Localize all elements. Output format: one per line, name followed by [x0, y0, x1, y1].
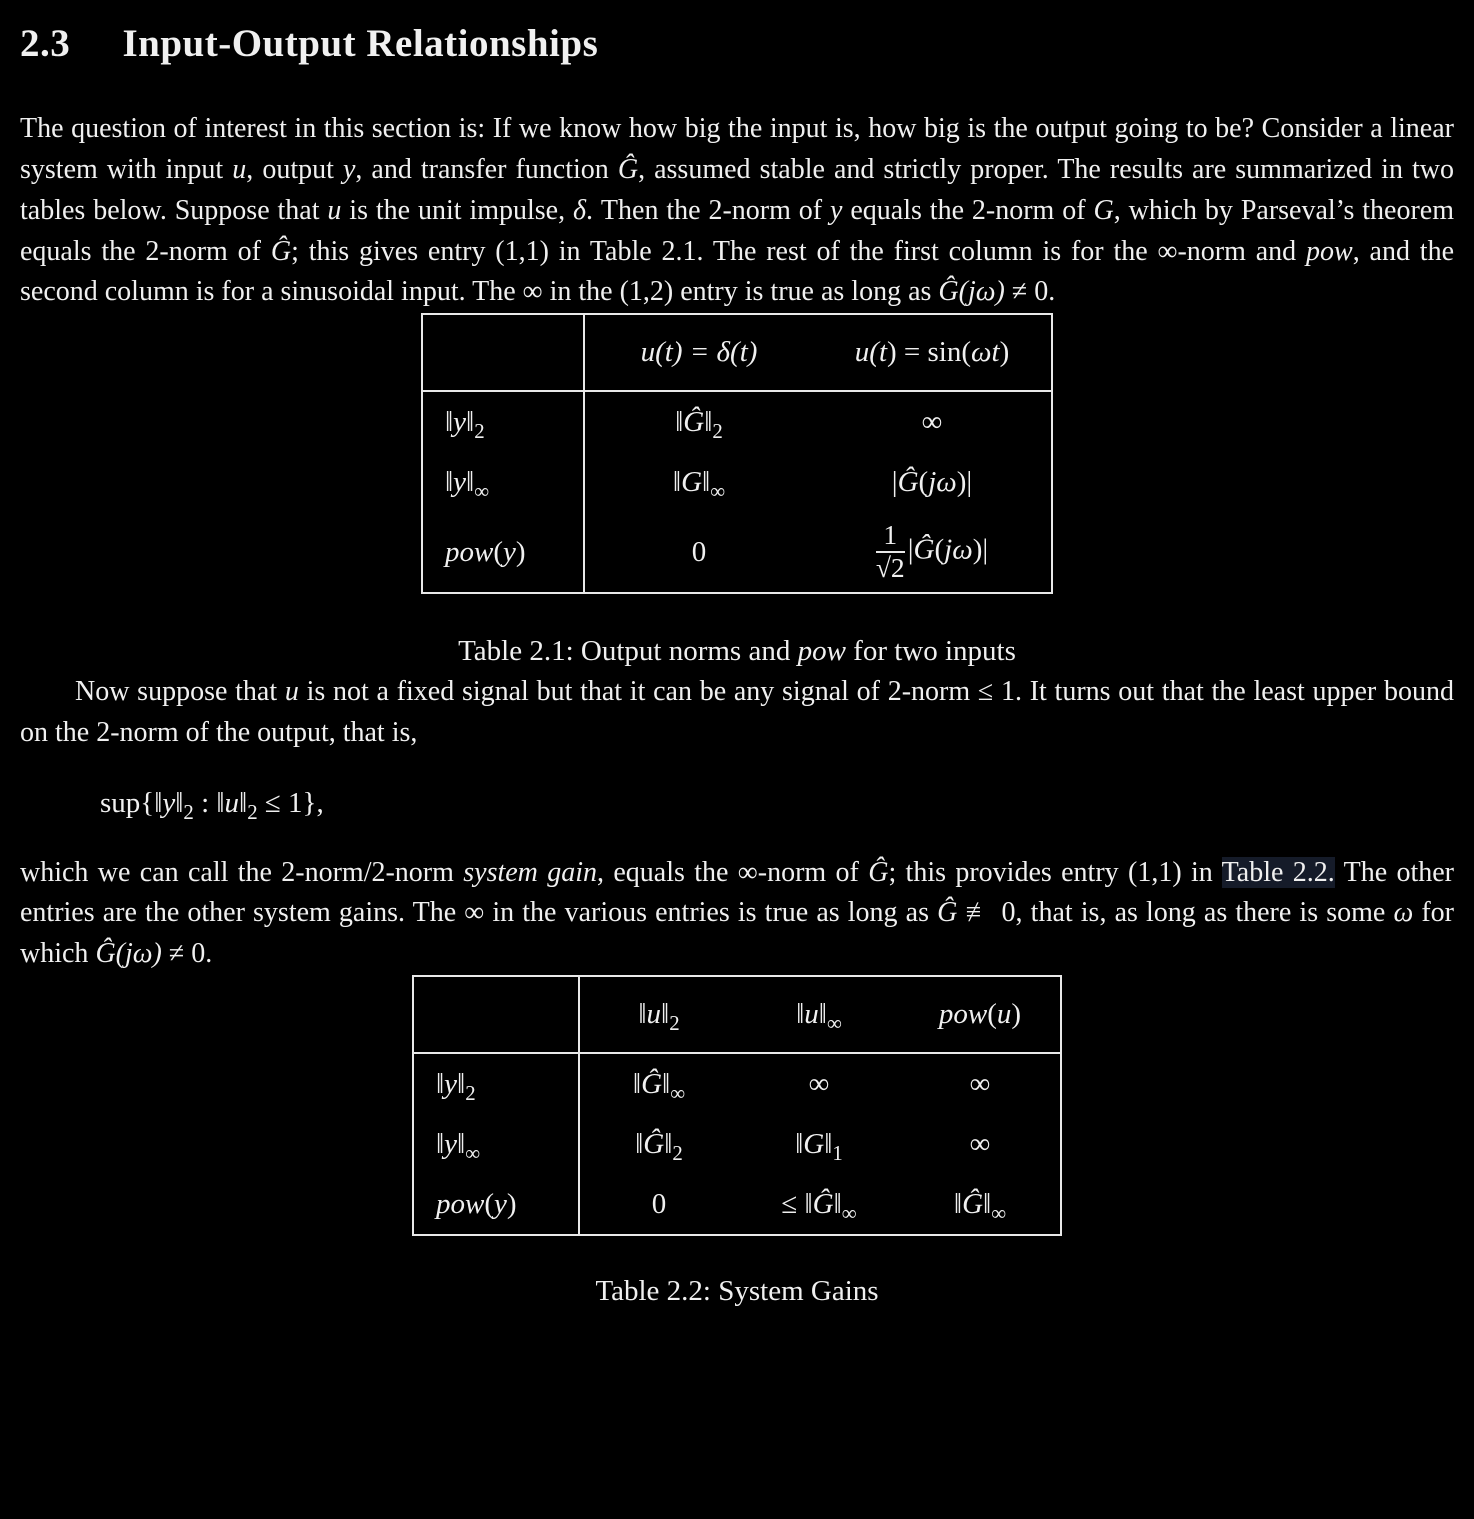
table-cell: $‖Ĝ‖_2$ — [635, 1127, 683, 1165]
section-title: Input-Output Relationships — [122, 22, 599, 65]
paragraph-intro: The question of interest in this section is: If we know how big the input is, how big is the output going to be? Consider a linear system with input u, output y, and transfer function Ĝ, assumed stable and strictly proper. The results are summarized in two tables below. Suppose that u is the unit impulse, δ. Then the 2-norm of y equals the 2-norm of G, which by Parseval’s theorem equals the 2-norm of Ĝ; this gives entry (1,1) in Table 2.1. The rest of the first column is for the ∞-norm and pow, and the second column is for a sinusoidal input. The ∞ in the (1,2) entry is true as long as Ĝ(jω) ≠ 0. — [20, 112, 1454, 308]
table-2-2-col-header-u-2norm: $‖u‖_2$ — [579, 976, 738, 1052]
table-cell: 0 — [691, 536, 707, 569]
table-2-1 — [421, 313, 1053, 594]
table-caption-2-1: Table 2.1: Output norms and pow for two inputs — [458, 635, 1016, 668]
table-2-2-col-header-u-infnorm: $‖u‖_\infty$ — [738, 976, 900, 1052]
table-caption-2-2: Table 2.2: System Gains — [595, 1275, 879, 1308]
row-label-pow-y: pow(y) — [422, 512, 584, 593]
row-label-y-2norm: $‖y‖_2$ — [413, 1053, 579, 1114]
table-cell: ∞ — [921, 405, 943, 438]
table-cell: $‖Ĝ‖_2$ — [675, 405, 723, 443]
row-label-y-2norm: $‖y‖_2$ — [422, 391, 584, 452]
table-2-1-col-header-impulse: u(t) = δ(t) — [584, 314, 813, 390]
row-label-y-infnorm: $‖y‖_\infty$ — [413, 1114, 579, 1174]
table-row — [422, 512, 1052, 593]
table-row — [413, 1114, 1061, 1174]
table-row — [413, 1053, 1061, 1114]
table-cell: $‖Ĝ‖_\infty$ — [632, 1067, 686, 1105]
table-cell: ∞ — [808, 1067, 830, 1100]
table-2-1-col-header-sinusoid: u(t) = sin(ωt) — [813, 314, 1052, 390]
section-number: 2.3 — [20, 22, 71, 65]
equation-sup-norm: $sup\{‖y‖_2$ : $‖u‖_2 \le 1$}, — [100, 787, 324, 825]
table-cell: $‖G‖_\infty$ — [672, 465, 726, 503]
table-row — [422, 391, 1052, 452]
table-2-1-header-row — [422, 314, 1052, 390]
paragraph-now-suppose: Now suppose that u is not a fixed signal but that it can be any signal of 2-norm ≤ 1. It turns out that the least upper bound on the 2-norm of the output, that is, — [20, 676, 1454, 749]
table-cell: ∞ — [969, 1067, 991, 1100]
table-cell: ∞ — [969, 1127, 991, 1160]
table-row — [422, 452, 1052, 512]
row-label-pow-y: pow(y) — [413, 1174, 579, 1235]
section-heading — [20, 16, 1454, 73]
table-cell: $‖Ĝ‖_\infty$ — [953, 1188, 1007, 1225]
table-cell: ≤ $‖Ĝ‖_\infty$ — [781, 1188, 857, 1225]
row-label-y-infnorm: $‖y‖_\infty$ — [422, 452, 584, 512]
table-2-2-col-header-pow-u: pow(u) — [900, 976, 1061, 1052]
table-2-1-corner-cell — [422, 314, 584, 390]
table-cell: |Ĝ(jω)| — [891, 465, 973, 498]
table-2-2-reference-link[interactable]: Table 2.2. — [1221, 856, 1335, 888]
table-cell: 0 — [651, 1188, 667, 1221]
table-2-2-header-row — [413, 976, 1061, 1052]
table-cell: $\frac{1}{√2}$ |Ĝ(jω)| — [875, 519, 989, 584]
paragraph-system-gain: which we can call the 2-norm/2-norm system gain, equals the ∞-norm of Ĝ; this provides entry (1,1) in Table 2.2. The other entries are the other system gains. The ∞ in the various entries is true as long as Ĝ ≢ 0, that is, as long as there is some ω for which Ĝ(jω) ≠ 0. — [20, 856, 1455, 970]
table-2-2 — [412, 975, 1062, 1236]
fraction: $\frac{1}{√2}$ — [875, 519, 905, 584]
table-cell: $‖G‖_1$ — [795, 1127, 843, 1165]
table-row — [413, 1174, 1061, 1235]
table-2-2-corner-cell — [413, 976, 579, 1052]
